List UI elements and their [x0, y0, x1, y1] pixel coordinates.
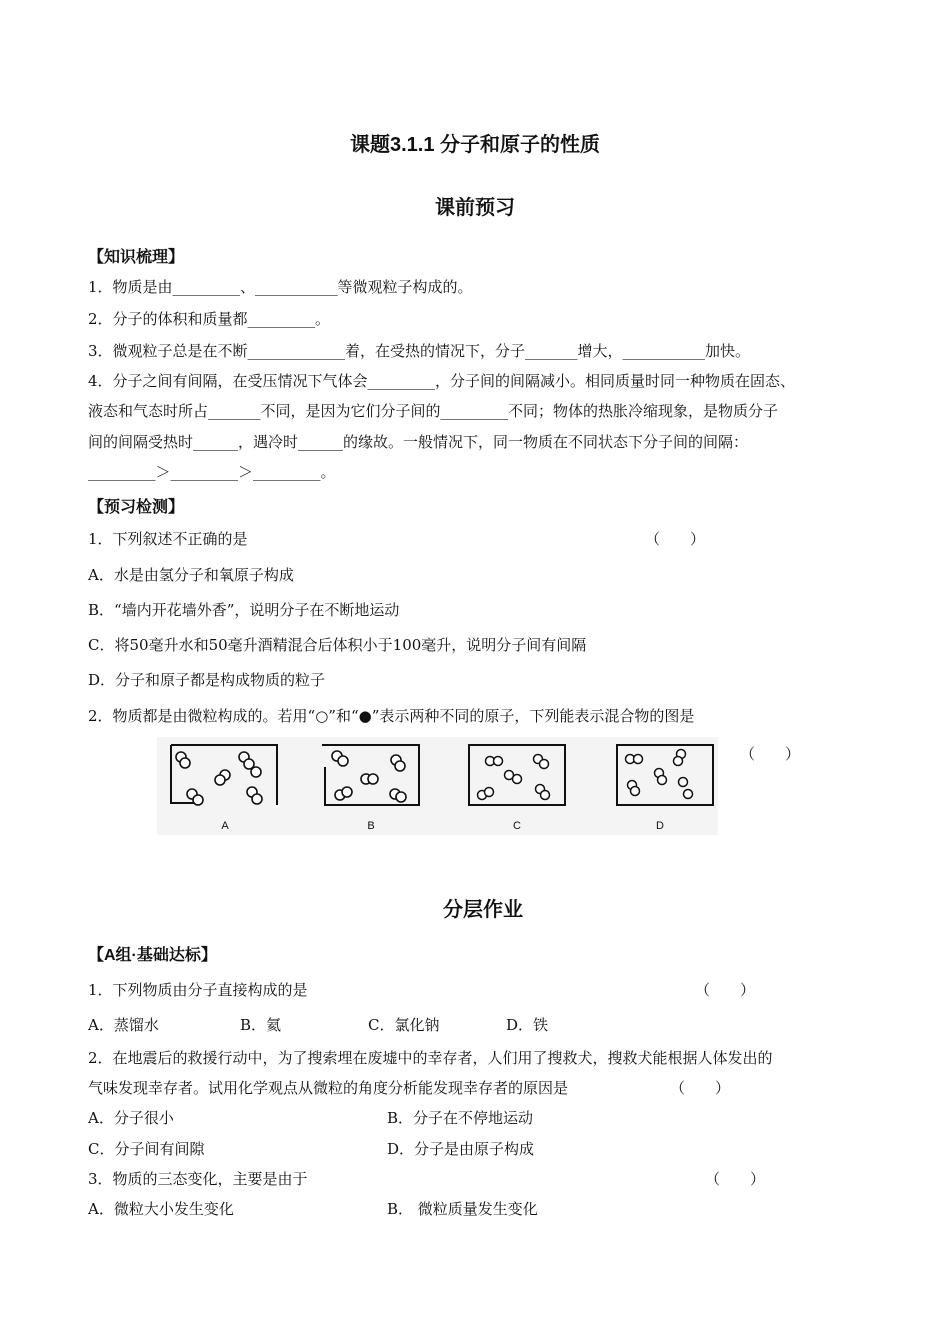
- knowledge-line: 2．分子的体积和质量都_________。: [88, 310, 331, 328]
- check-label: 【预习检测】: [88, 499, 185, 516]
- knowledge-line: 1．物质是由_________、___________等微观粒子构成的。: [88, 278, 473, 296]
- option: A．分子很小: [88, 1109, 174, 1127]
- question-stem: 1．下列叙述不正确的是: [88, 530, 248, 548]
- answer-bracket: （ ）: [670, 1079, 731, 1097]
- question-stem: 2．在地震后的救援行动中，为了搜索埋在废墟中的幸存者，人们用了搜救犬，搜救犬能根据人体发出的: [88, 1049, 773, 1067]
- option: A．水是由氢分子和氧原子构成: [88, 566, 294, 584]
- answer-bracket: （ ）: [645, 530, 706, 548]
- knowledge-line: 间的间隔受热时______，遇冷时______的缘故。一般情况下，同一物质在不同状态下分子间的间隔：: [88, 433, 749, 451]
- knowledge-label: 【知识梳理】: [88, 249, 185, 266]
- option: D．分子和原子都是构成物质的粒子: [88, 671, 326, 689]
- diagram-a: [171, 745, 277, 832]
- question-stem: 气味发现幸存者。试用化学观点从微粒的角度分析能发现幸存者的原因是: [88, 1079, 569, 1097]
- option: B． 微粒质量发生变化: [387, 1200, 538, 1218]
- diagram-c: [469, 745, 565, 832]
- answer-bracket: （ ）: [695, 981, 756, 999]
- option: B．“墙内开花墙外香”，说明分子在不断地运动: [88, 601, 400, 619]
- knowledge-line: 液态和气态时所占_______不同，是因为它们分子间的_________不同；物体的热胀冷缩现象，是物质分子: [88, 402, 779, 420]
- diagram-d: [617, 745, 713, 832]
- molecule-diagram: [157, 737, 718, 835]
- group-label: 【A组·基础达标】: [88, 947, 217, 964]
- section-heading-homework: 分层作业: [443, 899, 523, 921]
- page-title: 课题3.1.1 分子和原子的性质: [349, 134, 601, 156]
- knowledge-line: 3．微观粒子总是在不断_____________着，在受热的情况下，分子_______增大，___________加快。: [88, 342, 751, 360]
- diagram-label: C: [513, 820, 521, 832]
- diagram-b: [322, 745, 419, 832]
- answer-bracket: （ ）: [740, 745, 801, 763]
- option: B．分子在不停地运动: [387, 1109, 534, 1127]
- section-heading-preview: 课前预习: [435, 197, 515, 219]
- molecule-figure: [157, 737, 718, 835]
- option: A．微粒大小发生变化: [88, 1200, 234, 1218]
- question-stem: 1．下列物质由分子直接构成的是: [88, 981, 308, 999]
- answer-bracket: （ ）: [705, 1170, 766, 1188]
- option: D．铁: [506, 1016, 549, 1034]
- option: B．氦: [240, 1016, 282, 1034]
- option: A．蒸馏水: [88, 1016, 159, 1034]
- knowledge-line: 4．分子之间有间隔，在受压情况下气体会_________，分子间的间隔减小。相同质量时同一种物质在固态、: [88, 372, 796, 390]
- option: D．分子是由原子构成: [387, 1140, 535, 1158]
- diagram-label: D: [656, 820, 664, 832]
- option: C．将50毫升水和50毫升酒精混合后体积小于100毫升，说明分子间有间隔: [88, 636, 587, 654]
- knowledge-line: _________＞_________＞_________。: [88, 463, 336, 481]
- option: C．分子间有间隙: [88, 1140, 205, 1158]
- option: C．氯化钠: [368, 1016, 440, 1034]
- question-stem: 2．物质都是由微粒构成的。若用“○”和“●”表示两种不同的原子，下列能表示混合物的图是: [88, 707, 695, 725]
- question-stem: 3．物质的三态变化，主要是由于: [88, 1170, 308, 1188]
- diagram-label: A: [221, 820, 229, 832]
- diagram-label: B: [367, 820, 375, 832]
